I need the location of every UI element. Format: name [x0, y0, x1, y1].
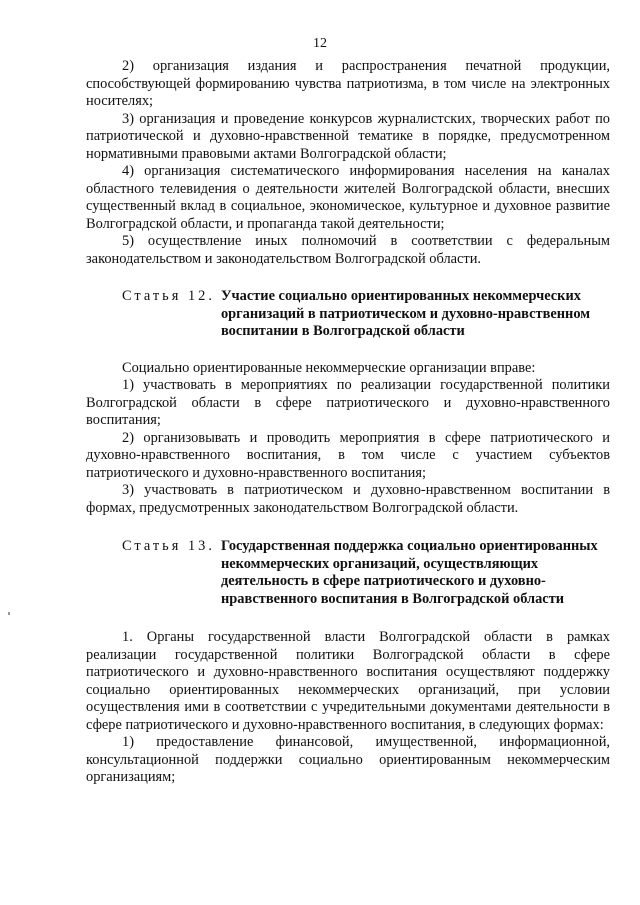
article-12-item-2: 2) организовывать и проводить мероприятия в сфере патриотического и духовно-нравственного воспитания, в том числе с участием субъектов патриотического и духовно-нравственного воспитания;	[86, 429, 610, 481]
clause-3: 3) организация и проведение конкурсов журналистских, творческих работ по патриотической и духовно-нравственной тематике в порядке, предусмотренном нормативными правовыми актами Волгоградской области;	[86, 110, 610, 162]
clause-4: 4) организация систематического информирования населения на каналах областного телевидения о деятельности жителей Волгоградской области, внесших существенный вклад в социальное, экономическое, культурное и духовное развитие Волгоградской области, и пропаганда такой деятельности;	[86, 163, 610, 232]
article-12-label: Статья 12.	[122, 288, 215, 304]
article-12-item-3: 3) участвовать в патриотическом и духовно-нравственном воспитании в формах, предусмотренных законодательством Волгоградской области.	[86, 482, 610, 516]
article-13-label: Статья 13.	[122, 538, 215, 554]
article-12-title: Участие социально ориентированных некоммерческих организаций в патриотическом и духовно-нравственном воспитании в Волгоградской области	[220, 288, 591, 339]
article-12-item-1: 1) участвовать в мероприятиях по реализации государственной политики Волгоградской области в сфере патриотического и духовно-нравственного воспитания;	[86, 377, 610, 428]
article-13-title: Государственная поддержка социально ориентированных некоммерческих организаций, осуществляющих деятельность в сфере патриотического и духовно-нравственного воспитания в Волгоградской области	[220, 538, 598, 607]
scan-mark	[8, 612, 10, 615]
article-12-heading	[122, 288, 610, 341]
article-13-item-1: 1) предоставление финансовой, имущественной, информационной, консультационной поддержки социально ориентированным некоммерческим организациям;	[86, 734, 610, 785]
article-13-part-1: 1. Органы государственной власти Волгоградской области в рамках реализации государственной политики Волгоградской области в сфере патриотического и духовно-нравственного воспитания осуществляют поддержку социально ориентированных некоммерческих организаций, при условии осуществления ими в соответствии с учредительными документами деятельности в сфере патриотического и духовно-нравственного воспитания, в следующих формах:	[86, 629, 610, 733]
clause-2: 2) организация издания и распространения печатной продукции, способствующей формированию чувства патриотизма, в том числе на электронных носителях;	[86, 58, 610, 109]
article-12-intro: Социально ориентированные некоммерческие организации вправе:	[122, 359, 536, 376]
article-13-heading	[122, 538, 610, 608]
document-body	[86, 58, 610, 787]
clause-5: 5) осуществление иных полномочий в соответствии с федеральным законодательством и законодательством Волгоградской области.	[86, 233, 610, 267]
page-number: 12	[313, 36, 327, 51]
